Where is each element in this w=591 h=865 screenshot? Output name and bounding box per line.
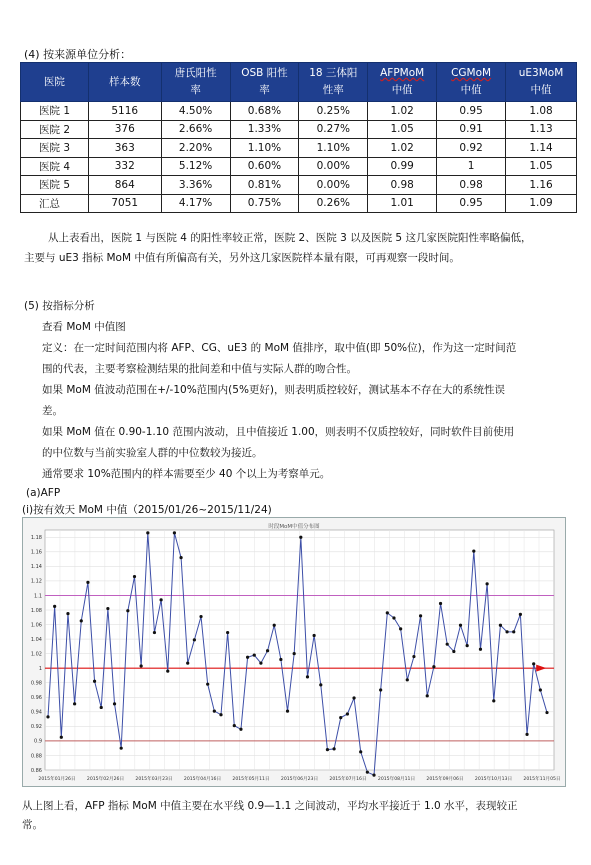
header-text: uE3MoM xyxy=(518,67,564,79)
table-cell: 0.75% xyxy=(230,194,299,213)
y-tick-label: 1.02 xyxy=(30,651,42,658)
header-text: CGMoM xyxy=(451,67,492,79)
section-4-title: (4) 按来源单位分析： xyxy=(24,48,132,61)
data-point xyxy=(525,733,528,736)
table-cell: 4.50% xyxy=(161,102,230,121)
header-text: 中值 xyxy=(391,84,413,96)
y-tick-label: 1.08 xyxy=(30,607,42,614)
data-point xyxy=(106,607,109,610)
table-cell: 7051 xyxy=(88,194,161,213)
table-note-line-1: 从上表看出，医院 1 与医院 4 的阳性率较正常，医院 2、医院 3 以及医院 5 这几家医院阳性率略偏低， xyxy=(48,232,532,244)
data-point xyxy=(173,531,176,534)
table-cell: 363 xyxy=(88,139,161,158)
table-cell: 0.81% xyxy=(230,176,299,195)
data-point xyxy=(545,711,548,714)
data-point xyxy=(479,648,482,651)
table-row xyxy=(21,120,577,139)
data-point xyxy=(213,709,216,712)
header-text: 样本数 xyxy=(109,75,141,88)
table-cell: 医院 4 xyxy=(21,157,89,176)
y-tick-label: 1 xyxy=(38,665,42,672)
conclusion-line-1: 从上图上看，AFP 指标 MoM 中值主要在水平线 0.9—1.1 之间波动，平均水平接近于 1.0 水平，表现较正 xyxy=(22,800,518,812)
data-point xyxy=(532,662,535,665)
x-tick-label: 2015年04月16日 xyxy=(183,777,222,782)
table-header-cell xyxy=(299,63,368,102)
data-point xyxy=(239,728,242,731)
data-point xyxy=(133,575,136,578)
data-point xyxy=(93,680,96,683)
data-point xyxy=(266,649,269,652)
table-cell: 1 xyxy=(437,157,506,176)
table-header-row xyxy=(21,63,577,102)
rule-3: 通常要求 10%范围内的样本需要至少 40 个以上为考察单元。 xyxy=(42,468,331,480)
table-cell: 1.33% xyxy=(230,120,299,139)
x-tick-label: 2015年09月06日 xyxy=(426,777,464,782)
y-tick-label: 0.92 xyxy=(30,724,42,731)
table-header-cell xyxy=(161,63,230,102)
data-point xyxy=(386,611,389,614)
table-cell: 1.16 xyxy=(506,176,577,195)
data-point xyxy=(332,747,335,750)
definition-line-1: 定义：在一定时间范围内将 AFP、CG、uE3 的 MoM 值排序，取中值(即 50%位)，作为这一定时间范 xyxy=(42,342,517,354)
header-text: 18 三体阳 xyxy=(309,67,358,79)
table-header-cell xyxy=(88,63,161,102)
x-tick-label: 2015年01月26日 xyxy=(38,777,76,782)
table-cell: 1.08 xyxy=(506,102,577,121)
table-cell: 2.20% xyxy=(161,139,230,158)
data-point xyxy=(439,602,442,605)
rule-2-line-2: 的中位数与当前实验室人群的中位数较为接近。 xyxy=(42,447,263,459)
table-cell: 864 xyxy=(88,176,161,195)
table-cell: 0.26% xyxy=(299,194,368,213)
data-point xyxy=(366,771,369,774)
data-point xyxy=(519,613,522,616)
table-cell: 1.02 xyxy=(368,139,437,158)
afp-mom-chart-svg xyxy=(23,518,565,786)
data-point xyxy=(259,661,262,664)
data-point xyxy=(166,669,169,672)
table-cell: 1.05 xyxy=(368,120,437,139)
table-header-cell xyxy=(437,63,506,102)
data-point xyxy=(233,724,236,727)
data-point xyxy=(279,658,282,661)
data-point xyxy=(153,631,156,634)
table-cell: 医院 5 xyxy=(21,176,89,195)
x-tick-label: 2015年08月11日 xyxy=(377,777,416,782)
table-row xyxy=(21,102,577,121)
table-cell: 2.66% xyxy=(161,120,230,139)
header-text: 中值 xyxy=(530,84,552,96)
table-cell: 汇总 xyxy=(21,194,89,213)
data-point xyxy=(113,702,116,705)
data-point xyxy=(66,612,69,615)
data-point xyxy=(186,661,189,664)
table-row xyxy=(21,157,577,176)
data-point xyxy=(246,656,249,659)
section-5-title: (5) 按指标分析 xyxy=(24,300,95,312)
data-point xyxy=(466,644,469,647)
header-text: AFPMoM xyxy=(380,67,425,79)
data-point xyxy=(459,624,462,627)
table-cell: 0.95 xyxy=(437,102,506,121)
data-point xyxy=(86,581,89,584)
table-cell: 0.98 xyxy=(437,176,506,195)
x-tick-label: 2015年10月13日 xyxy=(474,777,513,782)
data-point xyxy=(100,706,103,709)
x-tick-label: 2015年02月26日 xyxy=(86,777,125,782)
y-tick-label: 1.18 xyxy=(30,535,42,542)
header-text: 唐氏阳性 xyxy=(174,67,217,79)
y-tick-label: 0.9 xyxy=(34,738,42,745)
afp-subheading: (i)按有效天 MoM 中值（2015/01/26~2015/11/24) xyxy=(22,504,272,516)
data-point xyxy=(472,549,475,552)
table-header-cell xyxy=(368,63,437,102)
table-cell: 1.01 xyxy=(368,194,437,213)
data-point xyxy=(539,688,542,691)
y-tick-label: 1.14 xyxy=(30,564,42,571)
data-point xyxy=(499,624,502,627)
table-note-line-2: 主要与 uE3 指标 MoM 中值有所偏高有关，另外这几家医院样本量有限，可再观察一段时间。 xyxy=(24,252,460,264)
data-point xyxy=(199,615,202,618)
data-point xyxy=(359,750,362,753)
table-cell: 4.17% xyxy=(161,194,230,213)
afp-heading: (a)AFP xyxy=(26,487,61,499)
table-cell: 332 xyxy=(88,157,161,176)
data-point xyxy=(306,675,309,678)
y-tick-label: 1.1 xyxy=(34,593,42,600)
data-point xyxy=(419,614,422,617)
table-cell: 5116 xyxy=(88,102,161,121)
table-cell: 1.13 xyxy=(506,120,577,139)
data-point xyxy=(406,678,409,681)
table-cell: 1.14 xyxy=(506,139,577,158)
table-cell: 1.02 xyxy=(368,102,437,121)
data-point xyxy=(80,619,83,622)
rule-1-line-1: 如果 MoM 值波动范围在+/-10%范围内(5%更好)，则表明质控较好，测试基本不存在大的系统性误 xyxy=(42,384,506,396)
data-point xyxy=(146,531,149,534)
chart-title: 时段MoM中值分布图 xyxy=(268,524,320,530)
data-point xyxy=(253,653,256,656)
table-row xyxy=(21,139,577,158)
data-point xyxy=(326,748,329,751)
y-tick-label: 0.88 xyxy=(30,753,42,760)
data-point xyxy=(492,699,495,702)
table-cell: 0.99 xyxy=(368,157,437,176)
rule-2-line-1: 如果 MoM 值在 0.90-1.10 范围内波动，且中值接近 1.00，则表明不仅质控较好，同时软件目前使用 xyxy=(42,426,515,438)
data-point xyxy=(313,634,316,637)
data-point xyxy=(319,683,322,686)
conclusion-line-2: 常。 xyxy=(22,819,43,831)
data-point xyxy=(379,688,382,691)
section-5-subtitle: 查看 MoM 中值图 xyxy=(42,321,126,333)
data-point xyxy=(352,696,355,699)
table-cell: 0.27% xyxy=(299,120,368,139)
data-point xyxy=(446,643,449,646)
data-point xyxy=(392,616,395,619)
data-point xyxy=(452,650,455,653)
y-tick-label: 0.98 xyxy=(30,680,42,687)
data-point xyxy=(372,773,375,776)
x-tick-label: 2015年11月05日 xyxy=(523,777,561,782)
data-point xyxy=(206,683,209,686)
data-point xyxy=(346,712,349,715)
y-tick-label: 1.12 xyxy=(30,578,42,585)
data-point xyxy=(53,605,56,608)
data-point xyxy=(426,694,429,697)
data-point xyxy=(126,609,129,612)
data-point xyxy=(299,536,302,539)
table-row xyxy=(21,176,577,195)
table-cell: 0.98 xyxy=(368,176,437,195)
afp-mom-chart xyxy=(22,517,566,787)
table-row xyxy=(21,194,577,213)
table-cell: 0.25% xyxy=(299,102,368,121)
header-text: 医院 xyxy=(43,75,65,88)
data-point xyxy=(512,630,515,633)
header-text: 率 xyxy=(259,84,270,96)
definition-line-2: 围的代表，主要考察检测结果的批间差和中值与实际人群的吻合性。 xyxy=(42,363,357,375)
table-cell: 3.36% xyxy=(161,176,230,195)
data-point xyxy=(412,655,415,658)
table-cell: 1.09 xyxy=(506,194,577,213)
table-header-cell xyxy=(506,63,577,102)
x-tick-label: 2015年03月23日 xyxy=(135,777,173,782)
header-text: 率 xyxy=(190,84,201,96)
x-tick-label: 2015年06月23日 xyxy=(280,777,319,782)
data-point xyxy=(486,582,489,585)
x-tick-label: 2015年05月11日 xyxy=(232,777,270,782)
data-point xyxy=(140,664,143,667)
header-text: 中值 xyxy=(460,84,482,96)
table-cell: 376 xyxy=(88,120,161,139)
data-point xyxy=(293,652,296,655)
header-text: OSB 阳性 xyxy=(241,67,288,79)
y-tick-label: 0.96 xyxy=(30,695,42,702)
table-cell: 医院 3 xyxy=(21,139,89,158)
y-tick-label: 0.94 xyxy=(30,709,42,716)
table-header-cell xyxy=(230,63,299,102)
data-point xyxy=(73,702,76,705)
data-point xyxy=(399,627,402,630)
table-cell: 1.10% xyxy=(299,139,368,158)
y-tick-label: 1.16 xyxy=(30,549,42,556)
data-point xyxy=(46,715,49,718)
y-tick-label: 1.04 xyxy=(30,636,42,643)
data-point xyxy=(120,747,123,750)
table-cell: 医院 2 xyxy=(21,120,89,139)
table-body xyxy=(21,102,577,213)
data-point xyxy=(219,713,222,716)
y-tick-label: 0.86 xyxy=(30,767,42,774)
data-point xyxy=(273,624,276,627)
table-cell: 0.68% xyxy=(230,102,299,121)
data-point xyxy=(226,631,229,634)
data-point xyxy=(505,630,508,633)
header-text: 性率 xyxy=(322,84,344,96)
table-cell: 0.92 xyxy=(437,139,506,158)
table-cell: 0.95 xyxy=(437,194,506,213)
table-cell: 1.05 xyxy=(506,157,577,176)
data-point xyxy=(339,716,342,719)
rule-1-line-2: 差。 xyxy=(42,405,63,417)
data-point xyxy=(60,736,63,739)
data-point xyxy=(179,556,182,559)
table-cell: 5.12% xyxy=(161,157,230,176)
table-cell: 0.00% xyxy=(299,157,368,176)
table-cell: 医院 1 xyxy=(21,102,89,121)
table-cell: 0.00% xyxy=(299,176,368,195)
data-point xyxy=(160,598,163,601)
x-tick-label: 2015年07月16日 xyxy=(329,777,367,782)
table-header-cell xyxy=(21,63,89,102)
table-cell: 1.10% xyxy=(230,139,299,158)
table-cell: 0.60% xyxy=(230,157,299,176)
data-point xyxy=(432,665,435,668)
data-point xyxy=(286,709,289,712)
data-point xyxy=(193,638,196,641)
y-tick-label: 1.06 xyxy=(30,622,42,629)
table-cell: 0.91 xyxy=(437,120,506,139)
source-table xyxy=(20,62,577,213)
